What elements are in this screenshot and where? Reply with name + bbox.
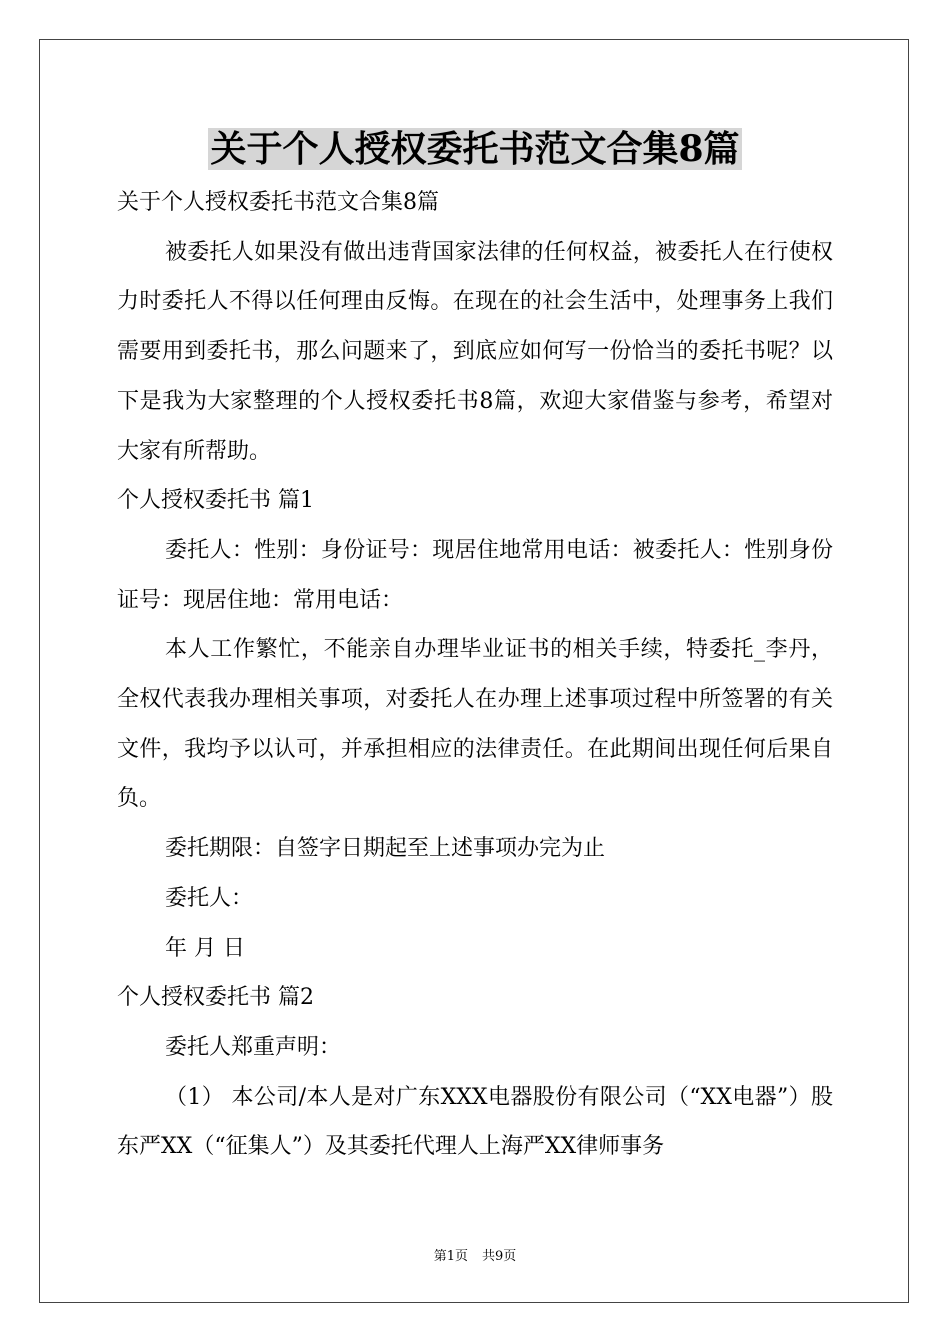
document-title-text: 关于个人授权委托书范文合集8篇 [210,128,740,170]
page-footer [0,1245,950,1264]
paragraph-intro: 被委托人如果没有做出违背国家法律的任何权益，被委托人在行使权力时委托人不得以任何理由反悔。在现在的社会生活中，处理事务上我们需要用到委托书，那么问题来了，到底应如何写一份恰当的委托书呢？以下是我为大家整理的个人授权委托书8篇，欢迎大家借鉴与参考，希望对大家有所帮助。 [117,239,833,464]
paragraph-parties: 委托人：性别：身份证号：现居住地常用电话：被委托人：性别身份证号：现居住地：常用电话： [117,537,833,613]
paragraph-date: 年 月 日 [165,935,245,961]
section-heading-2: 个人授权委托书 篇2 [117,985,314,1011]
section-heading-1: 个人授权委托书 篇1 [117,488,314,514]
paragraph-authorization: 本人工作繁忙，不能亲自办理毕业证书的相关手续，特委托_李丹，全权代表我办理相关事项，对委托人在办理上述事项过程中所签署的有关文件，我均予以认可，并承担相应的法律责任。在此期间出现任何后果自负。 [117,637,833,812]
page-number: 第1页 [433,1249,468,1264]
paragraph-term: 委托期限：自签字日期起至上述事项办完为止 [165,836,606,862]
paragraph-signer: 委托人： [165,885,254,911]
paragraph-subtitle: 关于个人授权委托书范文合集8篇 [117,190,439,215]
total-pages: 共9页 [482,1249,517,1264]
paragraph-declaration: 委托人郑重声明： [165,1034,342,1060]
paragraph-clause-1: （1） 本公司/本人是对广东XXX电器股份有限公司（“XX电器”）股东严XX（“征集人”）及其委托代理人上海严XX律师事务 [117,1084,833,1160]
document-body [117,178,833,1172]
document-title [0,124,950,174]
